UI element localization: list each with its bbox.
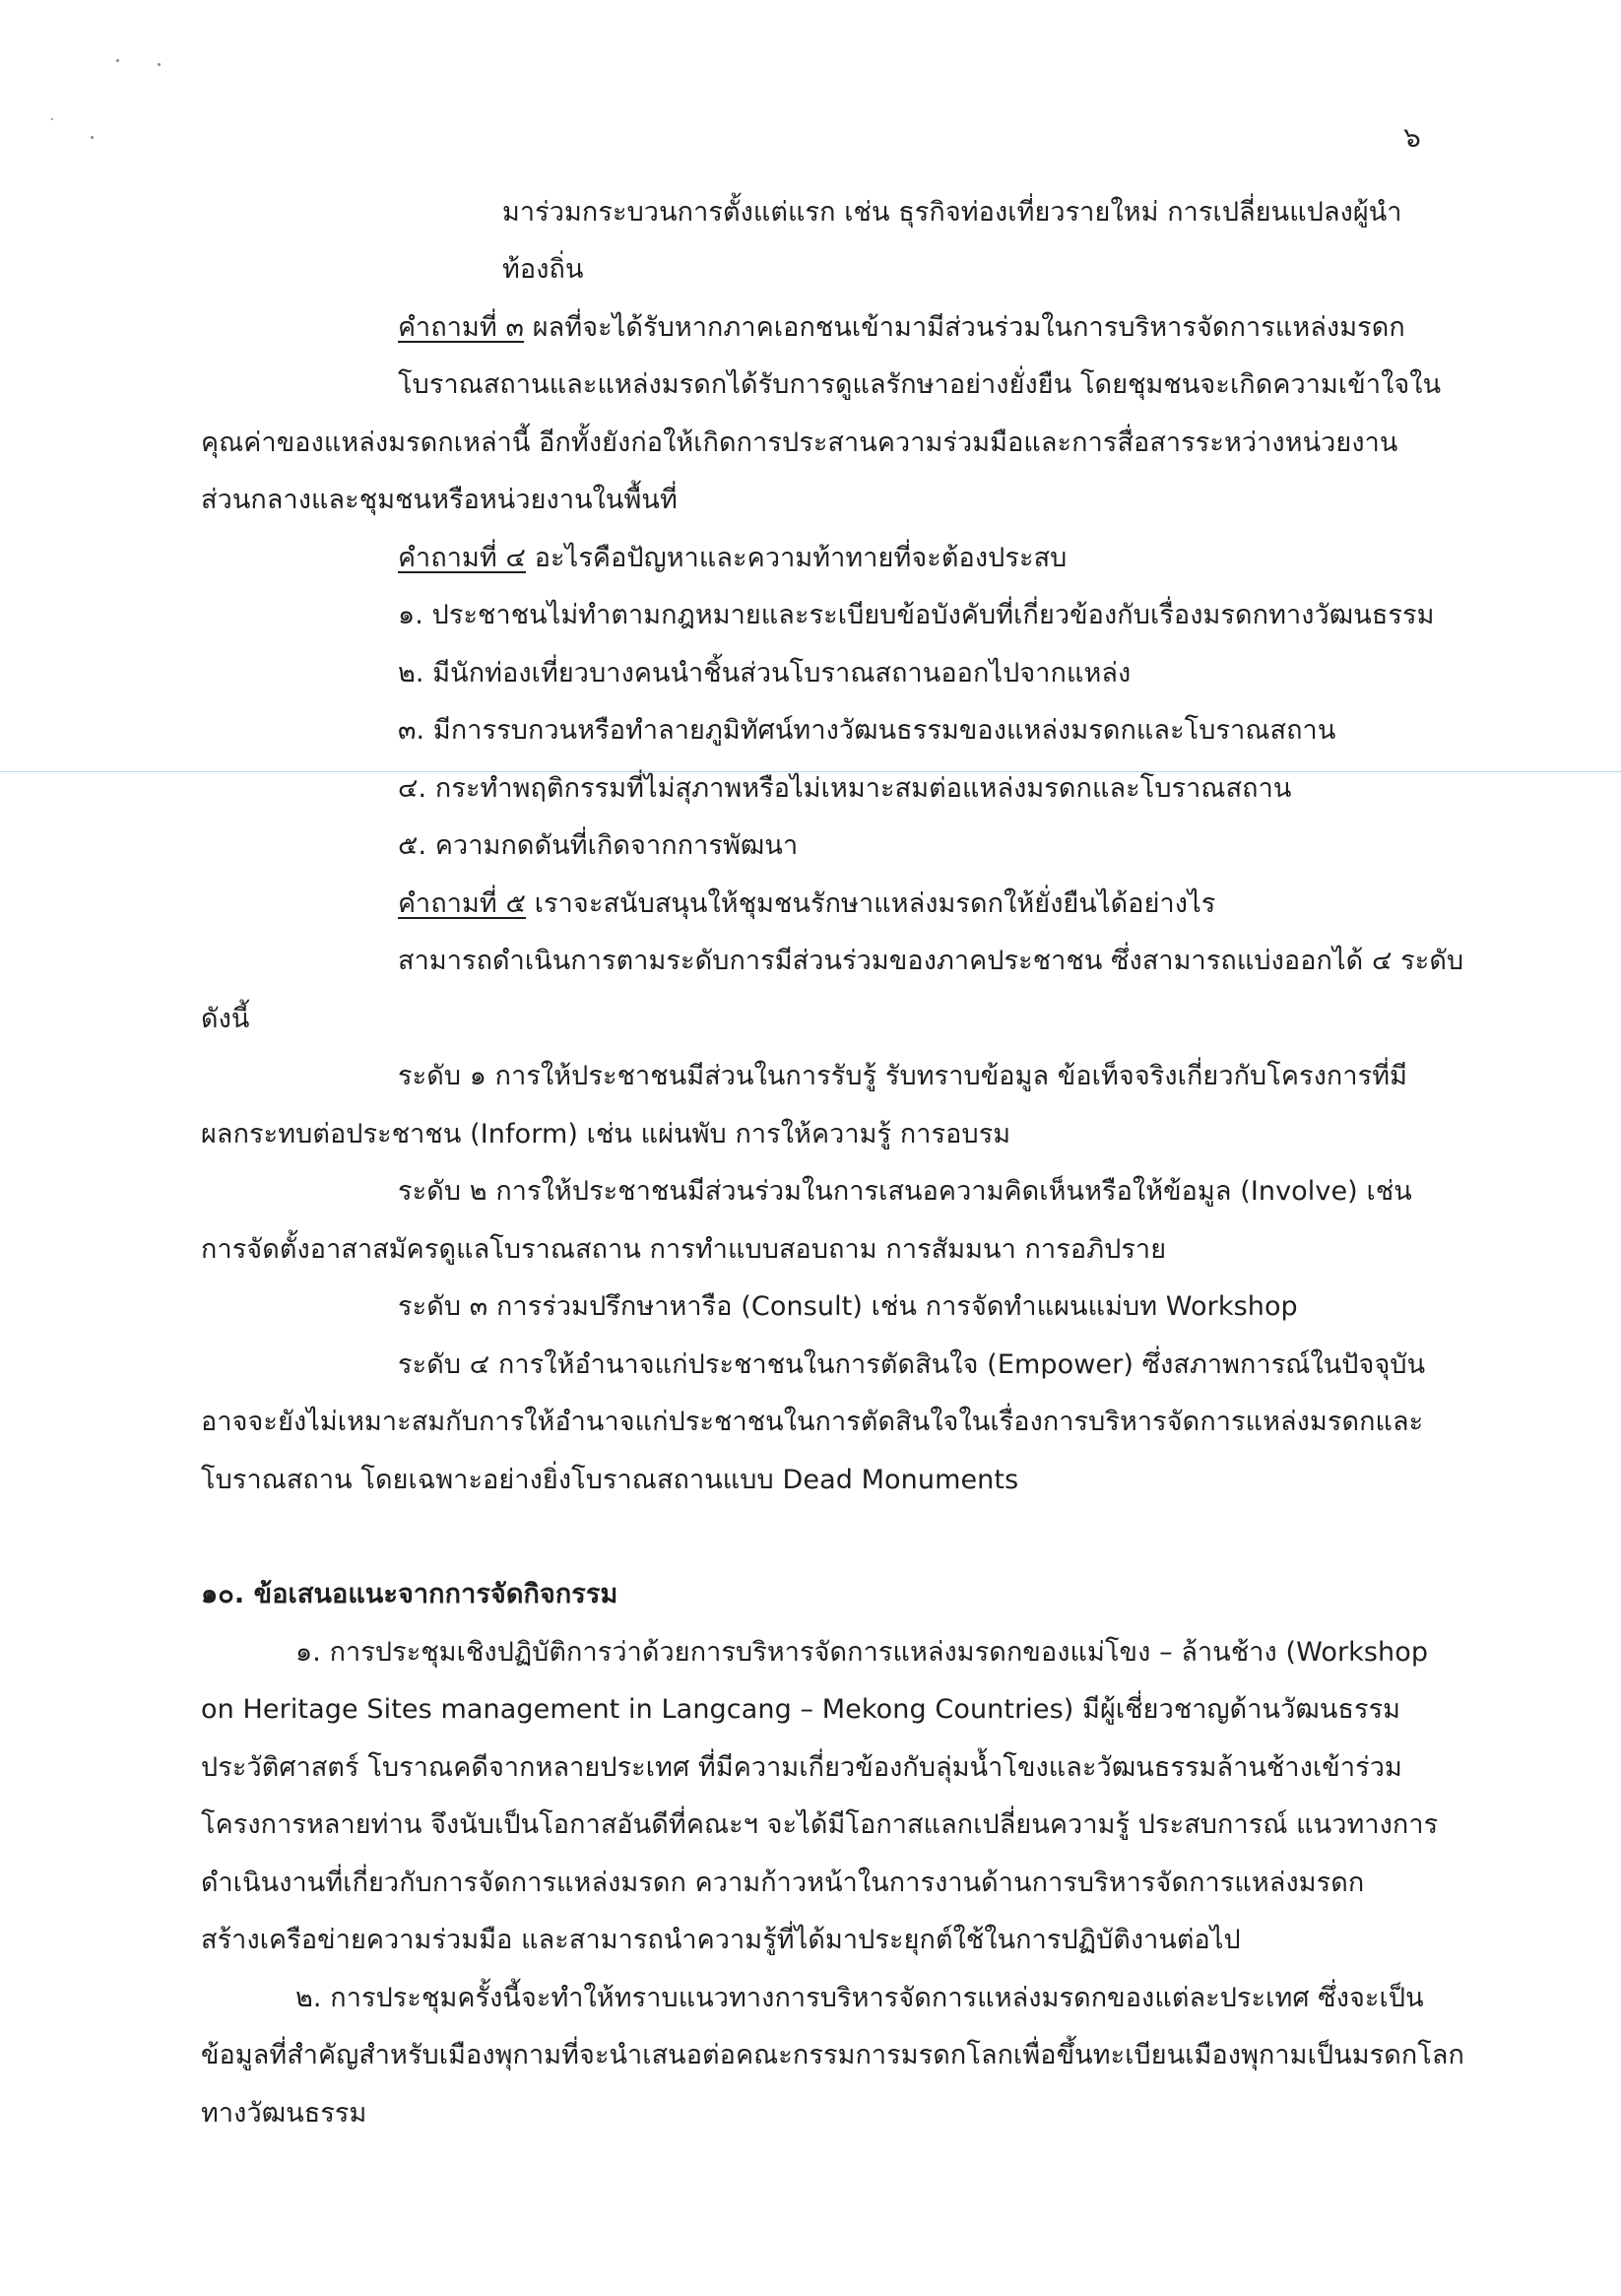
paragraph-line: สร้างเครือข่ายความร่วมมือ และสามารถนำความรู้ที่ได้มาประยุกต์ใช้ในการปฏิบัติงานต่อไป <box>201 1925 1241 1955</box>
paragraph-line: การจัดตั้งอาสาสมัครดูแลโบราณสถาน การทำแบบสอบถาม การสัมมนา การอภิปราย <box>201 1234 1167 1265</box>
question-text: เราจะสนับสนุนให้ชุมชนรักษาแหล่งมรดกให้ยั่งยืนได้อย่างไร <box>526 888 1216 919</box>
section-heading: ๑๐. ข้อเสนอแนะจากการจัดกิจกรรม <box>201 1579 618 1609</box>
paragraph-line: ท้องถิ่น <box>502 254 584 285</box>
question-label: คำถามที่ ๓ <box>398 312 525 343</box>
recommendation-item: ๑. การประชุมเชิงปฏิบัติการว่าด้วยการบริหารจัดการแหล่งมรดกของแม่โขง – ล้านช้าง (Workshop <box>295 1637 1429 1668</box>
scan-speck <box>116 59 119 62</box>
question-line <box>398 541 1067 576</box>
paragraph-line: โบราณสถาน โดยเฉพาะอย่างยิ่งโบราณสถานแบบ Dead Monuments <box>201 1465 1019 1495</box>
scan-speck <box>158 63 161 66</box>
paragraph-line: โบราณสถานและแหล่งมรดกได้รับการดูแลรักษาอย่างยั่งยืน โดยชุมชนจะเกิดความเข้าใจใน <box>398 369 1442 400</box>
level-item: ระดับ ๑ การให้ประชาชนมีส่วนในการรับรู้ รับทราบข้อมูล ข้อเท็จจริงเกี่ยวกับโครงการที่มี <box>398 1061 1408 1091</box>
question-line <box>398 310 1405 346</box>
list-item: ๔. กระทำพฤติกรรมที่ไม่สุภาพหรือไม่เหมาะสมต่อแหล่งมรดกและโบราณสถาน <box>398 773 1292 804</box>
paragraph-line: ส่วนกลางและชุมชนหรือหน่วยงานในพื้นที่ <box>201 485 678 515</box>
list-item: ๓. มีการรบกวนหรือทำลายภูมิทัศน์ทางวัฒนธรรมของแหล่งมรดกและโบราณสถาน <box>398 715 1336 746</box>
question-label: คำถามที่ ๕ <box>398 888 527 919</box>
question-label: คำถามที่ ๔ <box>398 543 527 573</box>
paragraph-line: อาจจะยังไม่เหมาะสมกับการให้อำนาจแก่ประชาชนในการตัดสินใจในเรื่องการบริหารจัดการแหล่งมรดกและ <box>201 1407 1424 1437</box>
scan-speck <box>51 118 53 120</box>
question-line <box>398 886 1215 922</box>
paragraph-line: on Heritage Sites management in Langcang – Mekong Countries) มีผู้เชี่ยวชาญด้านวัฒนธรรม <box>201 1694 1401 1725</box>
paragraph-line: ผลกระทบต่อประชาชน (Inform) เช่น แผ่นพับ การให้ความรู้ การอบรม <box>201 1119 1011 1149</box>
paragraph-line: คุณค่าของแหล่งมรดกเหล่านี้ อีกทั้งยังก่อให้เกิดการประสานความร่วมมือและการสื่อสารระหว่างหน่วยงาน <box>201 427 1398 458</box>
paragraph-line: สามารถดำเนินการตามระดับการมีส่วนร่วมของภาคประชาชน ซึ่งสามารถแบ่งออกได้ ๔ ระดับ <box>398 946 1464 976</box>
list-item: ๒. มีนักท่องเที่ยวบางคนนำชิ้นส่วนโบราณสถานออกไปจากแหล่ง <box>398 658 1132 689</box>
level-item: ระดับ ๒ การให้ประชาชนมีส่วนร่วมในการเสนอความคิดเห็นหรือให้ข้อมูล (Involve) เช่น <box>398 1176 1412 1207</box>
paragraph-line: ดังนี้ <box>201 1004 250 1034</box>
paragraph-line: มาร่วมกระบวนการตั้งแต่แรก เช่น ธุรกิจท่องเที่ยวรายใหม่ การเปลี่ยนแปลงผู้นำ <box>502 197 1402 228</box>
recommendation-item: ๒. การประชุมครั้งนี้จะทำให้ทราบแนวทางการบริหารจัดการแหล่งมรดกของแต่ละประเทศ ซึ่งจะเป็น <box>295 1983 1424 2013</box>
paragraph-line: ทางวัฒนธรรม <box>201 2098 367 2129</box>
level-item: ระดับ ๓ การร่วมปรึกษาหารือ (Consult) เช่น การจัดทำแผนแม่บท Workshop <box>398 1291 1298 1322</box>
level-item: ระดับ ๔ การให้อำนาจแก่ประชาชนในการตัดสินใจ (Empower) ซึ่งสภาพการณ์ในปัจจุบัน <box>398 1349 1426 1380</box>
scan-speck <box>91 136 94 139</box>
paragraph-line: โครงการหลายท่าน จึงนับเป็นโอกาสอันดีที่คณะฯ จะได้มีโอกาสแลกเปลี่ยนความรู้ ประสบการณ์ แนวทางการ <box>201 1809 1439 1840</box>
paragraph-line: ประวัติศาสตร์ โบราณคดีจากหลายประเทศ ที่มีความเกี่ยวข้องกับลุ่มน้ำโขงและวัฒนธรรมล้านช้างเข้าร่วม <box>201 1752 1402 1783</box>
list-item: ๑. ประชาชนไม่ทำตามกฎหมายและระเบียบข้อบังคับที่เกี่ยวข้องกับเรื่องมรดกทางวัฒนธรรม <box>398 600 1435 630</box>
question-text: อะไรคือปัญหาและความท้าทายที่จะต้องประสบ <box>526 543 1068 573</box>
page-number: ๖ <box>1403 121 1421 154</box>
list-item: ๕. ความกดดันที่เกิดจากการพัฒนา <box>398 830 799 861</box>
paragraph-line: ข้อมูลที่สำคัญสำหรับเมืองพุกามที่จะนำเสนอต่อคณะกรรมการมรดกโลกเพื่อขึ้นทะเบียนเมืองพุกามเป็นมรดกโลก <box>201 2040 1464 2070</box>
paragraph-line: ดำเนินงานที่เกี่ยวกับการจัดการแหล่งมรดก ความก้าวหน้าในการงานด้านการบริหารจัดการแหล่งมรดก <box>201 1868 1365 1898</box>
question-text: ผลที่จะได้รับหากภาคเอกชนเข้ามามีส่วนร่วมในการบริหารจัดการแหล่งมรดก <box>524 312 1405 343</box>
